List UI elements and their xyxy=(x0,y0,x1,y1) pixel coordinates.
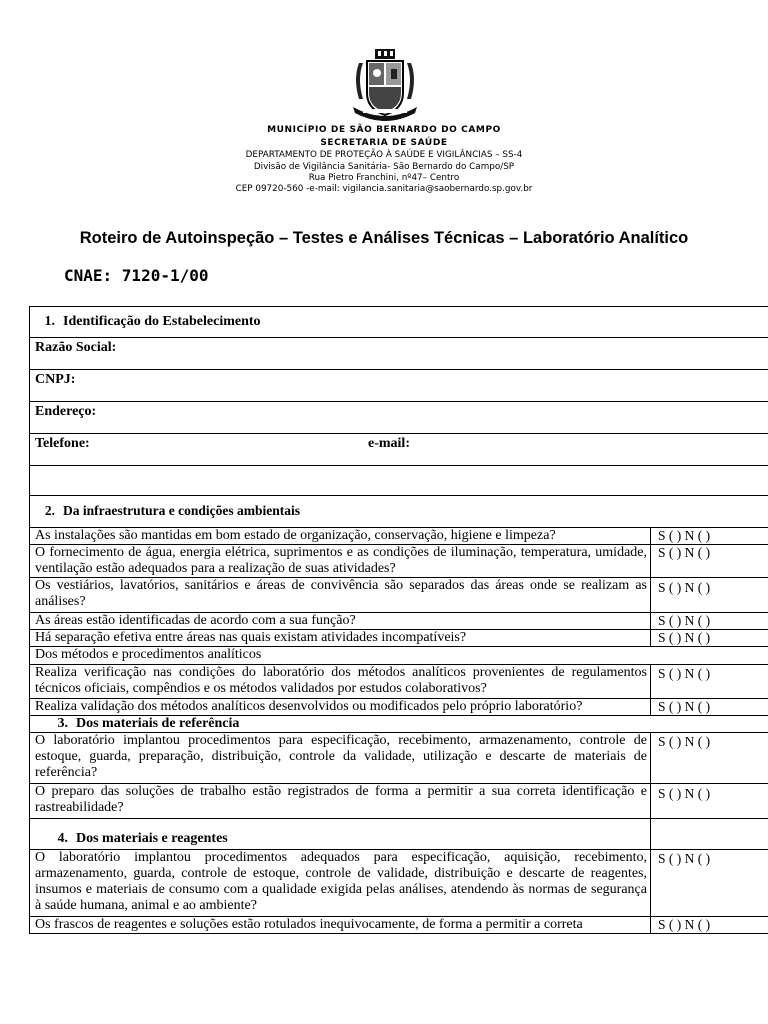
section-1-title: Identificação do Estabelecimento xyxy=(63,314,261,329)
answer-checkbox[interactable]: S ( ) N ( ) xyxy=(651,917,768,934)
section-4-header xyxy=(29,819,651,850)
header-address: Rua Pietro Franchini, nº47– Centro xyxy=(308,173,460,183)
field-cnpj[interactable] xyxy=(29,370,768,402)
answer-checkbox[interactable]: S ( ) N ( ) xyxy=(651,613,768,630)
section-1-number: 1. xyxy=(44,314,55,329)
question-row: Realiza verificação nas condições do laboratório dos métodos analíticos provenientes de regulamentos técnicos oficiais, compêndios e os métodos validados por estudos colaborativos? xyxy=(29,665,651,699)
section-4-number: 4. xyxy=(57,831,68,846)
question-row: Realiza validação dos métodos analíticos desenvolvidos ou modificados pelo próprio laboratório? xyxy=(29,699,651,716)
document-title: Roteiro de Autoinspeção – Testes e Análises Técnicas – Laboratório Analítico xyxy=(79,229,689,247)
question-row: As instalações são mantidas em bom estado de organização, conservação, higiene e limpeza? xyxy=(29,528,651,545)
question-row: Os vestiários, lavatórios, sanitários e áreas de convivência são separados das áreas onde se realizam as análises? xyxy=(29,578,651,613)
header-division: Divisão de Vigilância Sanitária- São Bernardo do Campo/SP xyxy=(253,162,515,172)
field-razao-social[interactable] xyxy=(29,338,768,370)
field-endereco[interactable] xyxy=(29,402,768,434)
answer-checkbox[interactable]: S ( ) N ( ) xyxy=(651,578,768,613)
answer-checkbox[interactable]: S ( ) N ( ) xyxy=(651,630,768,647)
answer-checkbox[interactable]: S ( ) N ( ) xyxy=(651,850,768,917)
answer-checkbox[interactable]: S ( ) N ( ) xyxy=(651,545,768,578)
section-2-header xyxy=(29,496,768,528)
answer-checkbox[interactable]: S ( ) N ( ) xyxy=(651,784,768,819)
cnae-code: CNAE: 7120-1/00 xyxy=(64,266,209,285)
section-3-title: Dos materiais de referência xyxy=(76,716,240,731)
header-secretariat: SECRETARIA DE SAÚDE xyxy=(320,138,448,148)
answer-checkbox[interactable]: S ( ) N ( ) xyxy=(651,665,768,699)
field-telefone-email[interactable] xyxy=(29,434,768,466)
field-telefone-label: Telefone: xyxy=(35,436,90,451)
question-row: Os frascos de reagentes e soluções estão rotulados inequivocamente, de forma a permitir a correta xyxy=(29,917,651,934)
municipal-crest-logo xyxy=(349,49,421,123)
section-1-header xyxy=(29,306,768,338)
field-cnpj-label: CNPJ: xyxy=(35,372,76,387)
header-contact: CEP 09720-560 -e-mail: vigilancia.sanitaria@saobernardo.sp.gov.br xyxy=(235,184,533,194)
question-row: O preparo das soluções de trabalho estão registrados de forma a permitir a sua correta identificação e rastreabilidade? xyxy=(29,784,651,819)
question-row: O fornecimento de água, energia elétrica, suprimentos e as condições de iluminação, temperatura, umidade, ventilação estão adequados para a realização de suas atividades? xyxy=(29,545,651,578)
answer-checkbox[interactable]: S ( ) N ( ) xyxy=(651,733,768,784)
field-razao-social-label: Razão Social: xyxy=(35,340,117,355)
section-3-number: 3. xyxy=(57,716,68,731)
section-3-header xyxy=(29,716,768,733)
question-row: Há separação efetiva entre áreas nas quais existam atividades incompatíveis? xyxy=(29,630,651,647)
field-endereco-label: Endereço: xyxy=(35,404,97,419)
section-2-number: 2. xyxy=(44,503,55,518)
answer-checkbox[interactable]: S ( ) N ( ) xyxy=(651,699,768,716)
section-4-answer-blank xyxy=(651,819,768,850)
question-row: As áreas estão identificadas de acordo com a sua função? xyxy=(29,613,651,630)
question-row: O laboratório implantou procedimentos para especificação, recebimento, armazenamento, controle de estoque, guarda, preparação, distribuição, controle da validade, utilização e descarte de materiais de referência? xyxy=(29,733,651,784)
blank-row[interactable] xyxy=(29,466,768,496)
methods-subsection-title: Dos métodos e procedimentos analíticos xyxy=(29,647,768,665)
header-department: DEPARTAMENTO DE PROTEÇÃO À SAÚDE E VIGILÂNCIAS – SS-4 xyxy=(245,150,523,160)
answer-checkbox[interactable]: S ( ) N ( ) xyxy=(651,528,768,545)
section-4-title: Dos materiais e reagentes xyxy=(76,831,228,846)
question-row: O laboratório implantou procedimentos adequados para especificação, aquisição, recebimento, armazenamento, guarda, controle de estoque, controle de validade, distribuição e descarte de reagentes, insumos e materiais de consumo com a qualidade exigida pelas análises, atendendo às normas de segurança à saúde humana, animal e ao ambiente? xyxy=(29,850,651,917)
section-2-title: Da infraestrutura e condições ambientais xyxy=(63,503,300,518)
field-email-label: e-mail: xyxy=(368,436,410,451)
header-municipality: MUNICÍPIO DE SÃO BERNARDO DO CAMPO xyxy=(267,125,501,135)
